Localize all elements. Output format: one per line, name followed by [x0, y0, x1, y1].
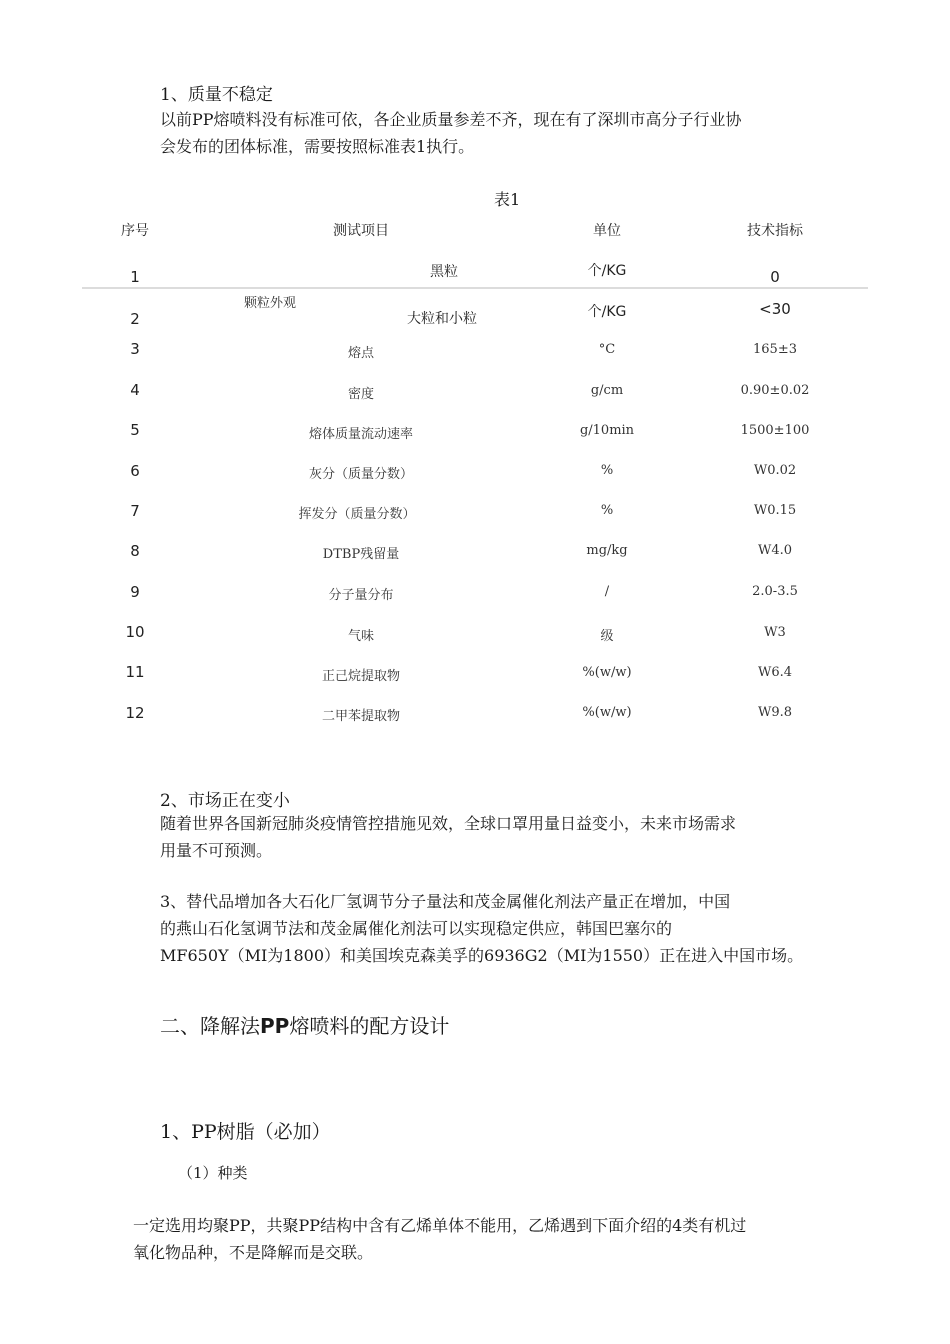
row-unit: g/10min [579, 423, 635, 438]
paragraph-types-line-2: 氧化物品种，不是降解而是交联。 [133, 1243, 374, 1262]
section-heading-quality: 1、质量不稳定 [160, 85, 273, 105]
header-no: 序号 [121, 223, 149, 239]
row-item: 密度 [347, 387, 375, 402]
row-item: 大粒和小粒 [407, 311, 477, 327]
row-number: 3 [130, 340, 140, 358]
chapter-title-prefix: 二、降解法 [160, 1014, 260, 1038]
row-number: 4 [130, 381, 140, 399]
row-item: 熔体质量流动速率 [308, 427, 414, 442]
table-caption: 表1 [494, 190, 521, 209]
row-number: 6 [130, 462, 140, 480]
row-spec: W0.15 [753, 503, 797, 518]
row-item: 挥发分（质量分数） [298, 507, 416, 522]
row-unit: 个/KG [587, 263, 627, 279]
row-unit: / [604, 584, 610, 599]
row-spec: 1500±100 [740, 423, 810, 438]
row-spec: <30 [759, 300, 791, 318]
row-unit: %(w/w) [582, 665, 632, 680]
chapter-title-suffix: 熔喷料的配方设计 [289, 1014, 450, 1038]
row-spec: 0 [770, 268, 780, 286]
group-label-particle-appearance: 颗粒外观 [243, 296, 297, 311]
paragraph-market-line-1: 随着世界各国新冠肺炎疫情管控措施见效，全球口罩用量日益变小，未来市场需求 [160, 814, 737, 833]
row-item: 黑粒 [430, 264, 458, 280]
header-item: 测试项目 [333, 223, 389, 239]
row-item: 灰分（质量分数） [308, 467, 414, 482]
row-spec: W4.0 [757, 543, 793, 558]
paragraph-quality-line-1: 以前PP熔喷料没有标准可依，各企业质量参差不齐，现在有了深圳市高分子行业协 [160, 110, 742, 129]
row-unit: 级 [600, 629, 614, 644]
row-item: 熔点 [347, 346, 375, 361]
row-item: 气味 [347, 629, 375, 644]
row-spec: W6.4 [757, 665, 793, 680]
chapter-title [160, 1010, 449, 1039]
row-item: 分子量分布 [328, 588, 394, 603]
paragraph-market-line-2: 用量不可预测。 [160, 841, 273, 860]
paragraph-substitutes-line-2: 的燕山石化氢调节法和茂金属催化剂法可以实现稳定供应，韩国巴塞尔的 [160, 919, 673, 938]
paragraph-quality-line-2: 会发布的团体标准，需要按照标准表1执行。 [160, 137, 475, 156]
row-number: 2 [130, 310, 140, 328]
row-unit: g/cm [590, 383, 624, 398]
row-spec: 0.90±0.02 [740, 383, 810, 398]
row-number: 10 [125, 623, 145, 641]
row-unit: %(w/w) [582, 705, 632, 720]
row-unit: % [600, 463, 614, 478]
row-number: 1 [130, 268, 140, 286]
table-divider [82, 287, 868, 289]
row-unit: % [600, 503, 614, 518]
paragraph-types-line-1: 一定选用均聚PP，共聚PP结构中含有乙烯单体不能用，乙烯遇到下面介绍的4类有机过 [133, 1216, 747, 1235]
section-heading-market: 2、市场正在变小 [160, 791, 290, 811]
header-spec: 技术指标 [747, 223, 803, 239]
row-unit: 个/KG [587, 304, 627, 320]
sub-heading-types: （1）种类 [178, 1164, 248, 1182]
row-number: 7 [130, 502, 140, 520]
row-number: 9 [130, 583, 140, 601]
row-spec: W3 [764, 625, 786, 640]
row-number: 5 [130, 421, 140, 439]
row-spec: 2.0-3.5 [752, 584, 798, 599]
chapter-title-bold: PP [260, 1014, 290, 1038]
row-number: 12 [125, 704, 145, 722]
paragraph-substitutes-line-3: MF650Y（MI为1800）和美国埃克森美孚的6936G2（MI为1550）正在进入中国市场。 [160, 946, 804, 965]
row-number: 11 [125, 663, 145, 681]
row-item: 二甲苯提取物 [321, 709, 401, 724]
row-spec: W9.8 [757, 705, 793, 720]
row-unit: mg/kg [586, 543, 628, 558]
header-unit: 单位 [593, 223, 621, 239]
row-item: DTBP残留量 [322, 547, 400, 562]
row-spec: W0.02 [753, 463, 797, 478]
subsection-heading-pp-resin: 1、PP树脂（必加） [160, 1121, 331, 1143]
row-number: 8 [130, 542, 140, 560]
row-unit: °C [598, 342, 616, 357]
row-spec: 165±3 [753, 342, 797, 357]
row-item: 正己烷提取物 [321, 669, 401, 684]
paragraph-substitutes-line-1: 3、替代品增加各大石化厂氢调节分子量法和茂金属催化剂法产量正在增加，中国 [160, 892, 731, 911]
